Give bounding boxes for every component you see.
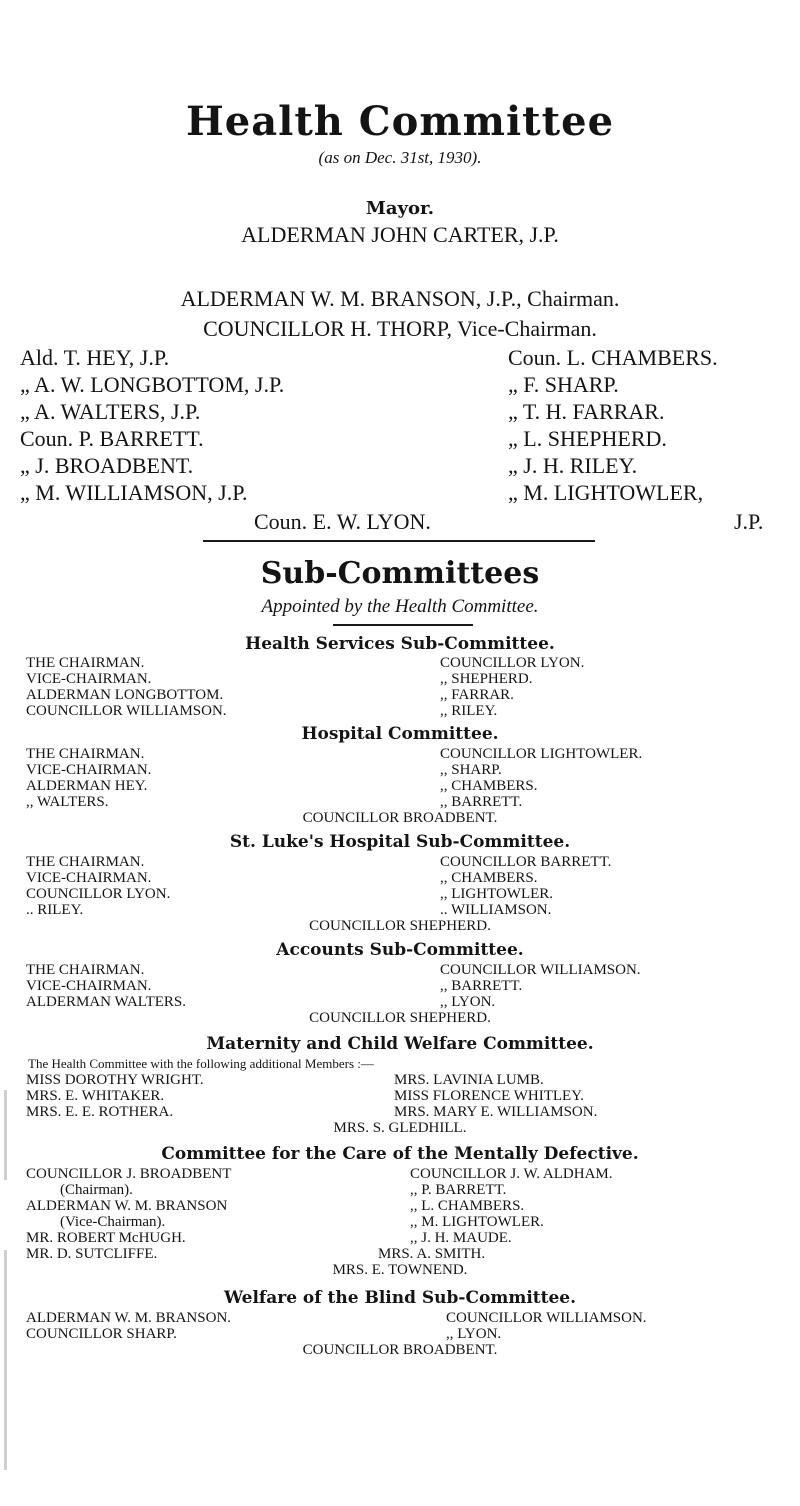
member: ALDERMAN HEY.: [26, 778, 148, 794]
maternity-intro: The Health Committee with the following additional Members :—: [28, 1056, 374, 1071]
member: THE CHAIRMAN.: [26, 854, 145, 870]
member-left: „ J. BROADBENT.: [20, 453, 194, 478]
member: ,, L. CHAMBERS.: [410, 1198, 525, 1214]
member-role: (Vice-Chairman).: [60, 1214, 166, 1230]
member-left: „ M. WILLIAMSON, J.P.: [20, 480, 248, 505]
member: .. WILLIAMSON.: [440, 902, 552, 918]
member: MISS FLORENCE WHITLEY.: [394, 1088, 584, 1104]
member: MRS. E. TOWNEND.: [332, 1262, 468, 1278]
member: THE CHAIRMAN.: [26, 655, 145, 671]
member: MRS. E. E. ROTHERA.: [26, 1104, 174, 1120]
member: ,, SHEPHERD.: [440, 671, 533, 687]
member: VICE-CHAIRMAN.: [26, 762, 152, 778]
member: ,, BARRETT.: [440, 978, 523, 994]
member: COUNCILLOR LYON.: [26, 886, 171, 902]
member-left: „ A. WALTERS, J.P.: [20, 399, 201, 424]
as-at-date: (as on Dec. 31st, 1930).: [318, 148, 482, 167]
vice-chairman-line: COUNCILLOR H. THORP, Vice-Chairman.: [203, 316, 597, 341]
member: ALDERMAN LONGBOTTOM.: [26, 687, 224, 703]
appointed-by: Appointed by the Health Committee.: [261, 596, 539, 617]
member: COUNCILLOR LYON.: [440, 655, 585, 671]
section-heading-st-lukes: St. Luke's Hospital Sub-Committee.: [229, 832, 571, 852]
member: COUNCILLOR BROADBENT.: [302, 1342, 498, 1358]
section-heading-maternity: Maternity and Child Welfare Committee.: [206, 1034, 594, 1054]
section-heading-accounts: Accounts Sub-Committee.: [276, 940, 524, 960]
member: VICE-CHAIRMAN.: [26, 671, 152, 687]
member: ,, P. BARRETT.: [410, 1182, 507, 1198]
member-left: Coun. P. BARRETT.: [20, 426, 204, 451]
member: MRS. MARY E. WILLIAMSON.: [394, 1104, 598, 1120]
member: ,, FARRAR.: [440, 687, 514, 703]
member: COUNCILLOR WILLIAMSON.: [446, 1310, 647, 1326]
member-last: Coun. E. W. LYON.: [254, 509, 431, 534]
section-heading-mentally-defective: Committee for the Care of the Mentally Defective.: [161, 1144, 639, 1164]
member: ,, WALTERS.: [26, 794, 109, 810]
member: ,, M. LIGHTOWLER.: [410, 1214, 544, 1230]
scan-mark: [4, 1250, 7, 1470]
member-right: „ F. SHARP.: [508, 372, 619, 397]
member: VICE-CHAIRMAN.: [26, 870, 152, 886]
member: ,, SHARP.: [440, 762, 502, 778]
member: THE CHAIRMAN.: [26, 746, 145, 762]
member-right: „ M. LIGHTOWLER,: [508, 480, 704, 505]
member: ,, BARRETT.: [440, 794, 523, 810]
mayor-name: ALDERMAN JOHN CARTER, J.P.: [241, 222, 559, 247]
member: COUNCILLOR J. W. ALDHAM.: [410, 1166, 613, 1182]
member-role: (Chairman).: [60, 1182, 133, 1198]
member-right: „ L. SHEPHERD.: [508, 426, 667, 451]
member-right: „ J. H. RILEY.: [508, 453, 638, 478]
member: .. RILEY.: [26, 902, 84, 918]
section-heading-blind: Welfare of the Blind Sub-Committee.: [223, 1288, 577, 1308]
section-heading-hospital: Hospital Committee.: [301, 724, 499, 744]
divider: [203, 540, 595, 542]
member: ,, CHAMBERS.: [440, 778, 538, 794]
member: VICE-CHAIRMAN.: [26, 978, 152, 994]
member: MRS. E. WHITAKER.: [26, 1088, 165, 1104]
member: MRS. A. SMITH.: [378, 1246, 486, 1262]
member: ALDERMAN WALTERS.: [26, 994, 187, 1010]
member: COUNCILLOR WILLIAMSON.: [26, 703, 227, 719]
member-left: „ A. W. LONGBOTTOM, J.P.: [20, 372, 285, 397]
chairman-line: ALDERMAN W. M. BRANSON, J.P., Chairman.: [180, 286, 620, 311]
member: COUNCILLOR LIGHTOWLER.: [440, 746, 643, 762]
member: COUNCILLOR J. BROADBENT: [26, 1166, 232, 1182]
section-heading-health-services: Health Services Sub-Committee.: [245, 634, 555, 654]
member-right: „ T. H. FARRAR.: [508, 399, 665, 424]
member-right: Coun. L. CHAMBERS.: [508, 345, 718, 370]
member-last-suffix: J.P.: [734, 509, 764, 534]
member: MISS DOROTHY WRIGHT.: [26, 1072, 204, 1088]
member: ALDERMAN W. M. BRANSON.: [26, 1310, 232, 1326]
member: ALDERMAN W. M. BRANSON: [26, 1198, 228, 1214]
member: COUNCILLOR WILLIAMSON.: [440, 962, 641, 978]
member: ,, CHAMBERS.: [440, 870, 538, 886]
member: MR. D. SUTCLIFFE.: [26, 1246, 158, 1262]
member-left: Ald. T. HEY, J.P.: [20, 345, 170, 370]
page-title: Health Committee: [185, 98, 615, 145]
member: COUNCILLOR SHARP.: [26, 1326, 177, 1342]
divider: [333, 624, 473, 626]
member: THE CHAIRMAN.: [26, 962, 145, 978]
member: MRS. LAVINIA LUMB.: [394, 1072, 544, 1088]
member: COUNCILLOR BROADBENT.: [302, 810, 498, 826]
member: COUNCILLOR SHEPHERD.: [309, 918, 491, 934]
member: ,, LYON.: [446, 1326, 502, 1342]
member: MRS. S. GLEDHILL.: [333, 1120, 467, 1136]
member: ,, LYON.: [440, 994, 496, 1010]
mayor-heading: Mayor.: [365, 198, 435, 219]
member: ,, RILEY.: [440, 703, 498, 719]
member: COUNCILLOR SHEPHERD.: [309, 1010, 491, 1026]
sub-committees-title: Sub-Committees: [260, 556, 540, 591]
member: COUNCILLOR BARRETT.: [440, 854, 612, 870]
member: ,, LIGHTOWLER.: [440, 886, 554, 902]
member: ,, J. H. MAUDE.: [410, 1230, 512, 1246]
member: MR. ROBERT McHUGH.: [26, 1230, 186, 1246]
